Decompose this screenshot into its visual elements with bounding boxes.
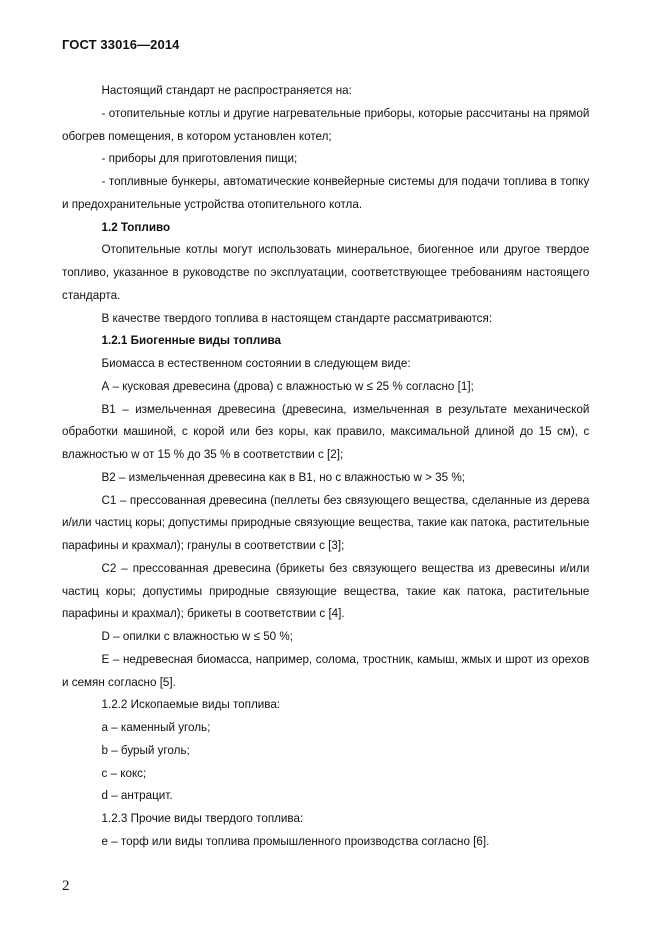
list-item: e – торф или виды топлива промышленного производства согласно [6].: [101, 833, 490, 848]
list-item: В2 – измельченная древесина как в В1, но с влажностью w > 35 %;: [101, 469, 465, 484]
standard-header: ГОСТ 33016—2014: [62, 37, 180, 52]
paragraph: - отопительные котлы и другие нагревательные приборы, которые рассчитаны на прямой обогрев помещения, в котором установлен котел;: [62, 105, 590, 143]
list-item: С1 – прессованная древесина (пеллеты без связующего вещества, сделанные из дерева и/или частиц коры; допустимы природные связующие вещества, такие как патока, растительные парафины и крахмал); гранулы в соответствии с [3];: [62, 492, 590, 552]
paragraph: Биомасса в естественном состоянии в следующем виде:: [101, 356, 411, 370]
subsection-heading: 1.2.3 Прочие виды твердого топлива:: [101, 811, 304, 825]
subsection-heading: 1.2.1 Биогенные виды топлива: [101, 333, 281, 348]
list-item: b – бурый уголь;: [101, 742, 190, 757]
paragraph: В качестве твердого топлива в настоящем стандарте рассматриваются:: [101, 310, 493, 325]
list-item: a – каменный уголь;: [101, 720, 211, 734]
list-item: Е – недревесная биомасса, например, солома, тростник, камыш, жмых и шрот из орехов и семян согласно [5].: [62, 651, 590, 689]
list-item: d – антрацит.: [101, 788, 173, 803]
subsection-heading: 1.2.2 Ископаемые виды топлива:: [101, 697, 281, 712]
section-heading: 1.2 Топливо: [101, 219, 171, 234]
paragraph: - топливные бункеры, автоматические конвейерные системы для подачи топлива в топку и предохранительные устройства отопительного котла.: [62, 174, 590, 211]
paragraph: Настоящий стандарт не распространяется на:: [101, 83, 352, 97]
list-item: С2 – прессованная древесина (брикеты без связующего вещества из древесины и/или частиц коры; допустимы природные связующие вещества, такие как патока, растительные парафины и крахмал); брикеты в соответствии с [4].: [62, 560, 590, 621]
list-item: А – кусковая древесина (дрова) с влажностью w ≤ 25 % согласно [1];: [101, 378, 474, 393]
list-item: В1 – измельченная древесина (древесина, измельченная в результате механической обработки машиной, с корой или без коры, как правило, максимальной длиной до 15 см), с влажностью w от 15 % до 35 % в соответствии с [2];: [62, 401, 590, 461]
paragraph: - приборы для приготовления пищи;: [101, 151, 298, 166]
document-body: [62, 79, 589, 853]
page-number: 2: [62, 878, 70, 894]
list-item: D – опилки с влажностью w ≤ 50 %;: [101, 629, 293, 643]
list-item: c – кокс;: [101, 765, 147, 780]
paragraph: Отопительные котлы могут использовать минеральное, биогенное или другое твердое топливо, указанное в руководстве по эксплуатации, соответствующее требованиям настоящего стандарта.: [62, 242, 590, 302]
